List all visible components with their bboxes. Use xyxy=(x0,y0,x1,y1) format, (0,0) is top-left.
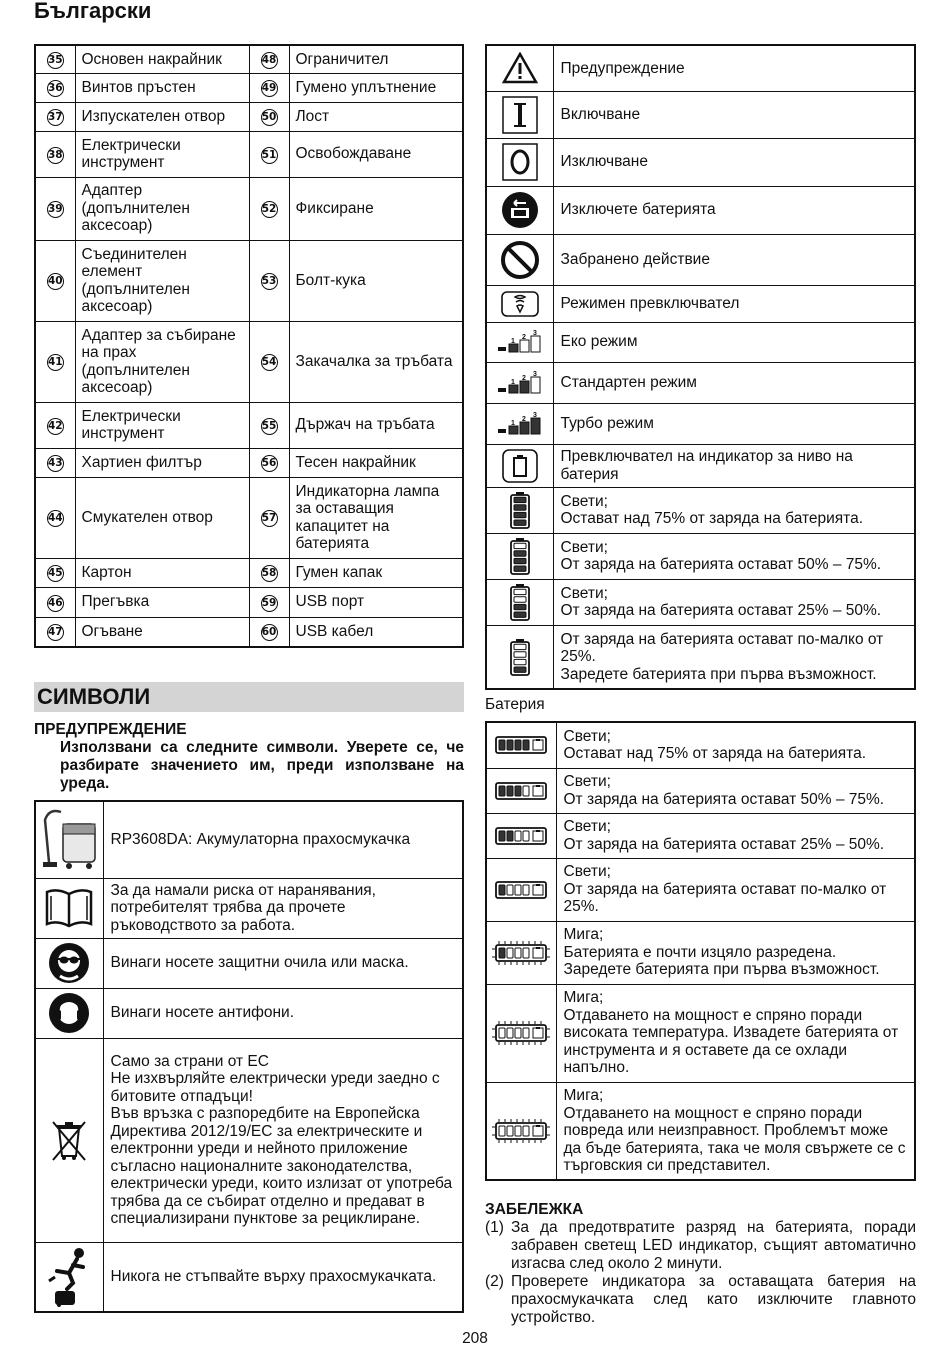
symbol-row xyxy=(35,938,463,988)
part-label: Картон xyxy=(75,558,249,587)
symbol-row xyxy=(35,878,463,938)
no-stepping-icon xyxy=(36,1247,103,1307)
part-number: 54 xyxy=(261,354,278,371)
part-number: 58 xyxy=(261,565,278,582)
part-number: 40 xyxy=(47,273,64,290)
part-label: Прегъвка xyxy=(75,587,249,617)
parts-row xyxy=(35,131,463,177)
part-label: Лост xyxy=(289,102,463,131)
prohibited-icon xyxy=(487,240,553,280)
note-number: (2) xyxy=(485,1273,504,1290)
symbol-row xyxy=(486,91,915,138)
battery-row xyxy=(486,813,915,858)
ear-protection-icon xyxy=(36,992,103,1034)
part-number: 43 xyxy=(47,455,64,472)
part-number: 44 xyxy=(47,510,64,527)
symbol-description: От заряда на батерията остават по-малко от 25%. Заредете батерията при първа възможност. xyxy=(553,625,915,689)
battery-description: Мига; Отдаването на мощност е спряно поради високата температура. Извадете батерията от инструмента и я оставете да се охлади напълно. xyxy=(556,984,915,1082)
symbol-description: Превключвател на индикатор за ниво на батерия xyxy=(553,444,915,487)
battery-row xyxy=(486,722,915,768)
symbol-row xyxy=(35,1242,463,1312)
part-number: 49 xyxy=(261,80,278,97)
battery-1-bar-icon xyxy=(487,638,553,676)
parts-row xyxy=(35,448,463,477)
symbol-row xyxy=(486,403,915,444)
part-number: 46 xyxy=(47,595,64,612)
part-number: 55 xyxy=(261,418,278,435)
part-label: Индикаторна лампа за оставащия капацитет на батерията xyxy=(289,477,463,558)
part-number: 38 xyxy=(47,147,64,164)
page-number: 208 xyxy=(462,1330,488,1347)
warning-text: Използвани са следните символи. Уверете се, че разбирате значението им, преди използване на уреда. xyxy=(60,739,464,792)
symbol-description: Само за страни от ЕС Не изхвърляйте електрически уреди заедно с битовите отпадъци! Във връзка с разпоредбите на Европейска Директива 2012/19/ЕС за електрическите и електронни уреди и нейното приложение съгласно националните законодателства, електрически уреди, които излизат от употреба трябва да се събират отделно и предават в специализирани пунктове за рециклиране. xyxy=(103,1038,463,1242)
note-heading: ЗАБЕЛЕЖКА xyxy=(485,1201,584,1218)
part-label: Адаптер (допълнителен аксесоар) xyxy=(75,177,249,240)
part-label: Ограничител xyxy=(289,45,463,73)
symbol-description: Винаги носете защитни очила или маска. xyxy=(103,938,463,988)
mode-switch-icon xyxy=(487,291,553,317)
battery-description: Мига; Батерията е почти изцяло разредена. Заредете батерията при първа възможност. xyxy=(556,921,915,984)
battery-2-bars-icon xyxy=(487,583,553,621)
svg-text:3: 3 xyxy=(532,330,537,337)
part-number: 51 xyxy=(261,147,278,164)
eco-mode-icon xyxy=(487,330,553,354)
part-label: USB кабел xyxy=(289,617,463,647)
svg-text:1: 1 xyxy=(510,338,515,345)
battery-description: Мига; Отдаването на мощност е спряно поради повреда или неизправност. Проблемът може да бъде батерията, така че моля свържете се с търговския си представител. xyxy=(556,1082,915,1180)
battery-indicator-switch-icon xyxy=(487,449,553,483)
symbol-description: Предупреждение xyxy=(553,45,915,91)
part-number: 37 xyxy=(47,109,64,126)
part-label: Държач на тръбата xyxy=(289,402,463,448)
battery-row xyxy=(486,858,915,921)
symbol-description: Свети; От заряда на батерията остават 50% – 75%. xyxy=(553,533,915,579)
symbol-description: Режимен превключвател xyxy=(553,285,915,322)
part-label: Фиксиране xyxy=(289,177,463,240)
battery-3-bars-icon xyxy=(487,537,553,575)
battery-row xyxy=(486,921,915,984)
battery-description: Свети; Остават над 75% от заряда на батерията. xyxy=(556,722,915,768)
remove-battery-icon xyxy=(487,191,553,229)
weee-bin-icon xyxy=(36,1118,103,1162)
symbol-description: Свети; От заряда на батерията остават 25% – 50%. xyxy=(553,579,915,625)
svg-text:1: 1 xyxy=(510,378,515,386)
symbol-description: Стандартен режим xyxy=(553,362,915,403)
power-on-icon xyxy=(487,96,553,134)
part-number: 56 xyxy=(261,455,278,472)
note-number: (1) xyxy=(485,1219,504,1236)
parts-row xyxy=(35,558,463,587)
part-label: Хартиен филтър xyxy=(75,448,249,477)
symbols-section-title: СИМВОЛИ xyxy=(34,682,464,712)
battery-label: Батерия xyxy=(485,696,545,713)
svg-text:1: 1 xyxy=(510,419,515,427)
part-number: 57 xyxy=(261,510,278,527)
part-label: Изпускателен отвор xyxy=(75,102,249,131)
symbols-table-right xyxy=(485,44,916,690)
symbol-row xyxy=(486,138,915,186)
part-label: Гумено уплътнение xyxy=(289,73,463,102)
symbol-row xyxy=(486,186,915,234)
power-off-icon xyxy=(487,143,553,181)
warning-heading: ПРЕДУПРЕЖДЕНИЕ xyxy=(34,721,187,738)
battery-pack-3-icon xyxy=(487,778,556,804)
symbol-row xyxy=(486,285,915,322)
parts-row xyxy=(35,477,463,558)
part-label: USB порт xyxy=(289,587,463,617)
svg-text:2: 2 xyxy=(521,415,526,423)
read-manual-icon xyxy=(36,886,103,930)
part-number: 41 xyxy=(47,354,64,371)
battery-row xyxy=(486,1082,915,1180)
parts-row xyxy=(35,45,463,73)
part-label: Съединителен елемент (допълнителен аксесоар) xyxy=(75,240,249,321)
svg-text:3: 3 xyxy=(532,411,537,419)
part-label: Освобождаване xyxy=(289,131,463,177)
part-label: Смукателен отвор xyxy=(75,477,249,558)
symbol-description: Свети; Остават над 75% от заряда на батерията. xyxy=(553,487,915,533)
part-number: 42 xyxy=(47,418,64,435)
symbols-table-left xyxy=(34,800,464,1313)
symbol-row xyxy=(486,625,915,689)
part-number: 50 xyxy=(261,109,278,126)
battery-description: Свети; От заряда на батерията остават по-малко от 25%. xyxy=(556,858,915,921)
parts-list-table xyxy=(34,44,464,648)
symbol-description: За да намали риска от наранявания, потребителят трябва да прочете ръководството за работа. xyxy=(103,878,463,938)
part-label: Тесен накрайник xyxy=(289,448,463,477)
part-label: Гумен капак xyxy=(289,558,463,587)
parts-row xyxy=(35,587,463,617)
language-heading: Български xyxy=(34,0,152,23)
symbol-row xyxy=(486,533,915,579)
battery-row xyxy=(486,768,915,813)
symbol-row xyxy=(35,988,463,1038)
battery-description: Свети; От заряда на батерията остават 50% – 75%. xyxy=(556,768,915,813)
part-number: 52 xyxy=(261,201,278,218)
battery-pack-2-icon xyxy=(487,823,556,849)
parts-row xyxy=(35,402,463,448)
symbol-row xyxy=(486,322,915,362)
battery-pack-blink-3-icon xyxy=(487,1118,556,1144)
note-list xyxy=(485,1219,916,1327)
symbol-row xyxy=(35,801,463,878)
symbol-row xyxy=(486,487,915,533)
symbol-description: Изключване xyxy=(553,138,915,186)
symbol-description: Турбо режим xyxy=(553,403,915,444)
standard-mode-icon xyxy=(487,371,553,395)
battery-pack-blink-1-icon xyxy=(487,940,556,966)
part-label: Огъване xyxy=(75,617,249,647)
note-item xyxy=(485,1219,916,1273)
symbol-description: Забранено действие xyxy=(553,234,915,285)
part-label: Основен накрайник xyxy=(75,45,249,73)
parts-row xyxy=(35,240,463,321)
symbol-description: Еко режим xyxy=(553,322,915,362)
part-number: 53 xyxy=(261,273,278,290)
part-number: 47 xyxy=(47,624,64,641)
symbol-row xyxy=(486,234,915,285)
symbol-description: Включване xyxy=(553,91,915,138)
part-label: Болт-кука xyxy=(289,240,463,321)
battery-indicator-table xyxy=(485,721,916,1181)
note-item xyxy=(485,1273,916,1327)
symbol-row xyxy=(486,444,915,487)
battery-description: Свети; От заряда на батерията остават 25% – 50%. xyxy=(556,813,915,858)
part-label: Адаптер за събиране на прах (допълнителен аксесоар) xyxy=(75,321,249,402)
symbol-description: RP3608DA: Акумулаторна прахосмукачка xyxy=(103,801,463,878)
parts-row xyxy=(35,73,463,102)
part-label: Винтов пръстен xyxy=(75,73,249,102)
turbo-mode-icon xyxy=(487,412,553,436)
note-text: За да предотвратите разряд на батерията, поради забравен светещ LED индикатор, същият автоматично изгасва след около 2 минути. xyxy=(511,1219,916,1272)
symbol-row xyxy=(486,579,915,625)
safety-goggles-icon xyxy=(36,942,103,984)
battery-pack-1-icon xyxy=(487,877,556,903)
battery-pack-4-icon xyxy=(487,732,556,758)
part-number: 45 xyxy=(47,565,64,582)
symbol-row xyxy=(35,1038,463,1242)
parts-row xyxy=(35,617,463,647)
parts-row xyxy=(35,321,463,402)
part-label: Закачалка за тръбата xyxy=(289,321,463,402)
part-number: 48 xyxy=(261,52,278,69)
warning-triangle-icon xyxy=(487,52,553,84)
parts-row xyxy=(35,177,463,240)
note-text: Проверете индикатора за оставащата батерия на прахосмукачката след като изключите главното устройство. xyxy=(511,1273,916,1326)
vacuum-cleaner-icon xyxy=(36,806,103,874)
part-number: 36 xyxy=(47,80,64,97)
battery-4-bars-icon xyxy=(487,491,553,529)
battery-pack-blink-2-icon xyxy=(487,1020,556,1046)
symbol-description: Изключете батерията xyxy=(553,186,915,234)
part-number: 59 xyxy=(261,595,278,612)
part-number: 39 xyxy=(47,201,64,218)
svg-text:3: 3 xyxy=(532,370,537,378)
part-label: Електрически инструмент xyxy=(75,131,249,177)
svg-text:2: 2 xyxy=(521,334,526,341)
symbol-description: Винаги носете антифони. xyxy=(103,988,463,1038)
symbol-description: Никога не стъпвайте върху прахосмукачката. xyxy=(103,1242,463,1312)
symbol-row xyxy=(486,362,915,403)
parts-row xyxy=(35,102,463,131)
battery-row xyxy=(486,984,915,1082)
symbol-row xyxy=(486,45,915,91)
part-number: 60 xyxy=(261,624,278,641)
svg-text:2: 2 xyxy=(521,374,526,382)
part-label: Електрически инструмент xyxy=(75,402,249,448)
part-number: 35 xyxy=(47,52,64,69)
